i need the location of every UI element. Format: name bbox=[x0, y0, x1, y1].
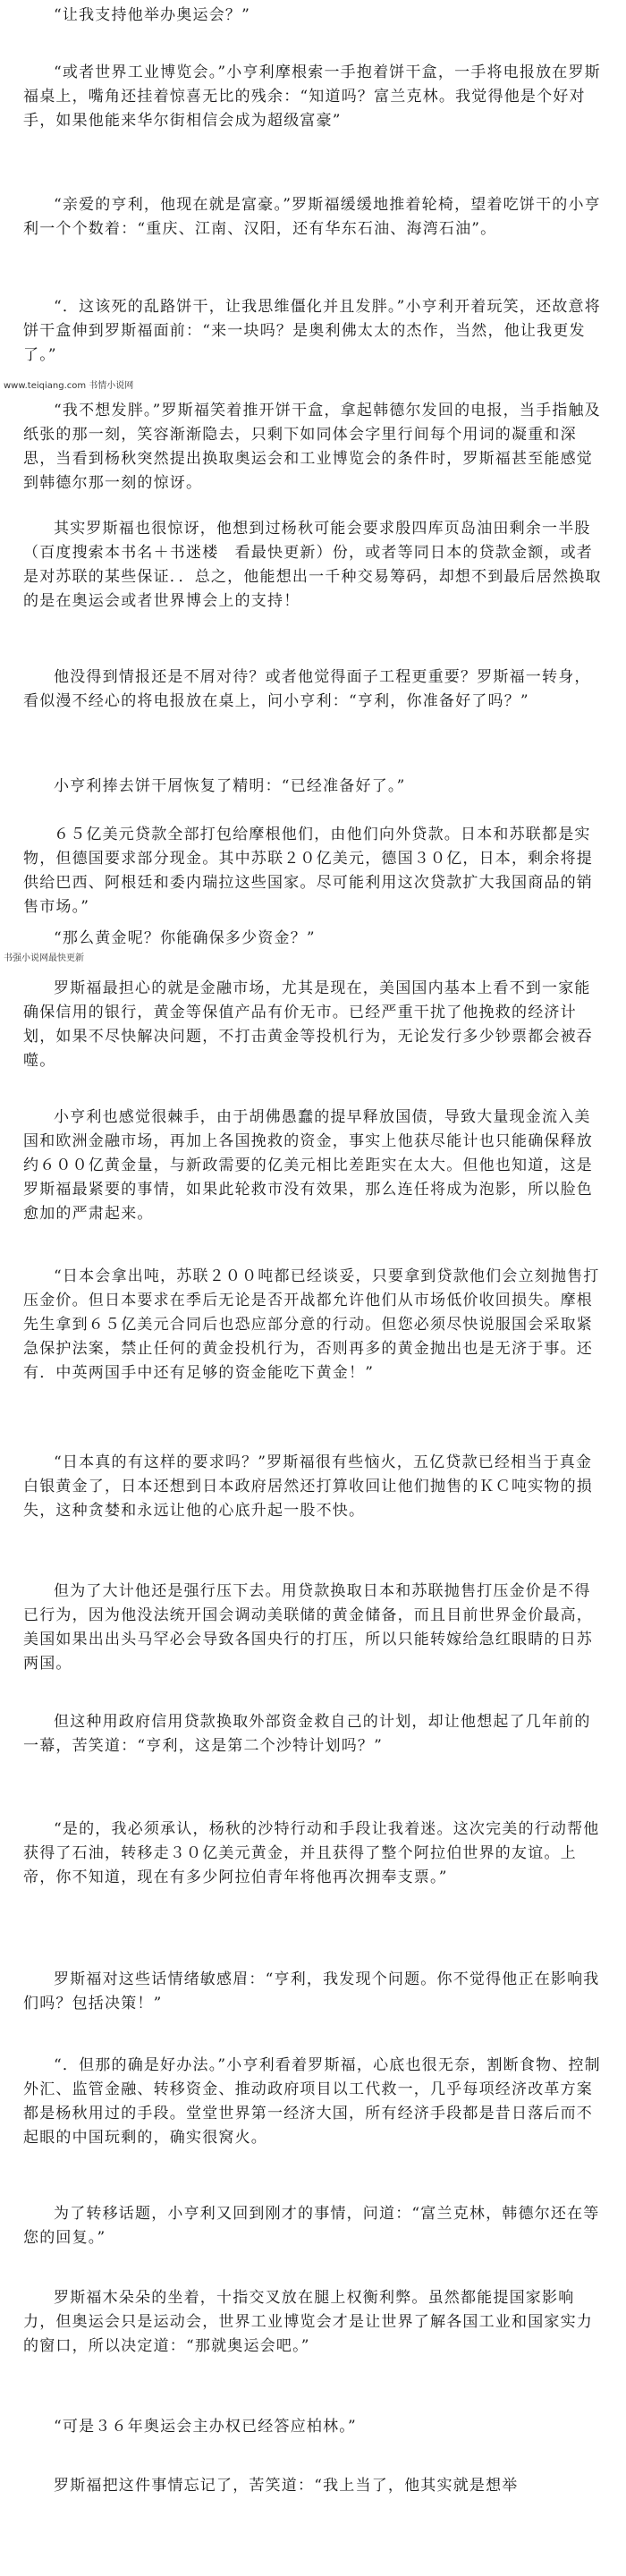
paragraph-14: “日本真的有这样的要求吗？”罗斯福很有些恼火，五亿贷款已经相当于真金白银黄金了，日本还想到日本政府居然还打算收回让他们抛售的ＫＣ吨实物的损失，这种贪婪和永远让他的心底升起一股不快。 bbox=[23, 1453, 593, 1520]
paragraph-20: 为了转移话题，小亨利又回到刚才的事情，问道：“富兰克林，韩德尔还在等您的回复。” bbox=[23, 2205, 600, 2247]
paragraph-22: “可是３６年奥运会主办权已经答应柏林。” bbox=[54, 2418, 357, 2436]
paragraph-12: 小亨利也感觉很棘手，由于胡佛愚蠢的提早释放国债，导致大量现金流入美国和欧洲金融市场，再加上各国挽救的资金，事实上他获尽能计也只能确保释放约６００亿黄金量，与新政需要的亿美元相比差距实在太大。但他也知道，这是罗斯福最紧要的事情，如果此轮救市没有效果，那么连任将成为泡影，所以脸色愈加的严肃起来。 bbox=[23, 1108, 593, 1223]
paragraph-5: “我不想发胖。”罗斯福笑着推开饼干盒，拿起韩德尔发回的电报，当手指触及纸张的那一刻，笑容渐渐隐去，只剩下如同体会字里行间每个用词的凝重和深思，当看到杨秋突然提出换取奥运会和工业博览会的条件时，罗斯福甚至能感觉到韩德尔那一刻的惊讶。 bbox=[23, 402, 601, 492]
paragraph-10: “那么黄金呢？你能确保多少资金？” bbox=[54, 929, 316, 947]
paragraph-4: “．这该死的乱路饼干，让我思维僵化并且发胖。”小亨利开着玩笑，还故意将饼干盒伸到罗斯福面前：“来一块吗？是奥利佛太太的杰作，当然，他让我更发了。” bbox=[23, 298, 601, 364]
paragraph-23: 罗斯福把这件事情忘记了，苦笑道：“我上当了，他其实就是想举 bbox=[54, 2477, 519, 2495]
watermark-update: 书强小说网最快更新 bbox=[4, 953, 84, 963]
paragraph-13: “日本会拿出吨，苏联２００吨都已经谈妥，只要拿到贷款他们会立刻抛售打压金价。但日本要求在季后无论是否开战都允许他们从市场低价收回损失。摩根先生拿到６５亿美元合同后也恐应部分意的行动。但您必须尽快说服国会采取紧急保护法案，禁止任何的黄金投机行为，否则再多的黄金抛出也是无济于事。还有．中英两国手中还有足够的资金能吃下黄金！” bbox=[23, 1267, 600, 1382]
paragraph-1: “让我支持他举办奥运会？” bbox=[54, 6, 250, 24]
paragraph-21: 罗斯福木朵朵的坐着，十指交叉放在腿上权衡利弊。虽然都能提国家影响力，但奥运会只是运动会，世界工业博览会才是让世界了解各国工业和国家实力的窗口，所以决定道：“那就奥运会吧。” bbox=[23, 2289, 593, 2355]
paragraph-16: 但这种用政府信用贷款换取外部资金救自己的计划，却让他想起了几年前的一幕，苦笑道：“亨利，这是第二个沙特计划吗？” bbox=[23, 1713, 591, 1755]
paragraph-17: “是的，我必须承认，杨秋的沙特行动和手段让我着迷。这次完美的行动帮他获得了石油，转移走３０亿美元黄金，并且获得了整个阿拉伯世界的友谊。上帝，你不知道，现在有多少阿拉伯青年将他再次拥奉支票。” bbox=[23, 1820, 600, 1886]
paragraph-11: 罗斯福最担心的就是金融市场，尤其是现在，美国国内基本上看不到一家能确保信用的银行，黄金等保值产品有价无市。已经严重干扰了他挽救的经济计划，如果不尽快解决问题，不打击黄金等投机行为，无论发行多少钞票都会被吞噬。 bbox=[23, 979, 593, 1070]
paragraph-7: 他没得到情报还是不屑对待？或者他觉得面子工程更重要？罗斯福一转身，看似漫不经心的将电报放在桌上，问小亨利：“亨利，你准备好了吗？” bbox=[23, 668, 591, 710]
paragraph-3: “亲爱的亨利，他现在就是富豪。”罗斯福缓缓地推着轮椅，望着吃饼干的小亨利一个个数着：“重庆、江南、汉阳，还有华东石油、海湾石油”。 bbox=[23, 196, 601, 238]
paragraph-18: 罗斯福对这些话情绪敏感眉：“亨利，我发现个问题。你不觉得他正在影响我们吗？包括决策！” bbox=[23, 1970, 600, 2012]
paragraph-19: “．但那的确是好办法。”小亨利看着罗斯福，心底也很无奈，割断食物、控制外汇、监管金融、转移资金、推动政府项目以工代救一，几乎每项经济改革方案都是杨秋用过的手段。堂堂世界第一经济大国，所有经济手段都是昔日落后而不起眼的中国玩剩的，确实很窝火。 bbox=[23, 2056, 601, 2147]
watermark-site: www.teiqiang.com 书情小说网 bbox=[4, 381, 134, 391]
paragraph-8: 小亨利捧去饼干屑恢复了精明：“已经准备好了。” bbox=[54, 777, 406, 795]
paragraph-9: ６５亿美元贷款全部打包给摩根他们，由他们向外贷款。日本和苏联都是实物，但德国要求部分现金。其中苏联２０亿美元，德国３０亿，日本，剩余将提供给巴西、阿根廷和委内瑞拉这些国家。尽可能利用这次贷款扩大我国商品的销售市场。” bbox=[23, 826, 593, 916]
paragraph-2: “或者世界工业博览会。”小亨利摩根索一手抱着饼干盒，一手将电报放在罗斯福桌上，嘴角还挂着惊喜无比的残余：“知道吗？富兰克林。我觉得他是个好对手，如果他能来华尔街相信会成为超级富豪” bbox=[23, 64, 601, 130]
paragraph-15: 但为了大计他还是强行压下去。用贷款换取日本和苏联抛售打压金价是不得已行为，因为他没法统开国会调动美联储的黄金储备，而且目前世界金价最高，美国如果出出头马罕必会导致各国央行的打压，所以只能转嫁给急红眼睛的日苏两国。 bbox=[23, 1582, 593, 1673]
paragraph-6: 其实罗斯福也很惊讶，他想到过杨秋可能会要求殷四库页岛油田剩余一半股（百度搜索本书名＋书迷楼 看最快更新）份，或者等同日本的贷款金额，或者是对苏联的某些保证．．总之，他能想出一千种交易筹码，却想不到最后居然换取的是在奥运会或者世界博会上的支持！ bbox=[23, 520, 602, 610]
